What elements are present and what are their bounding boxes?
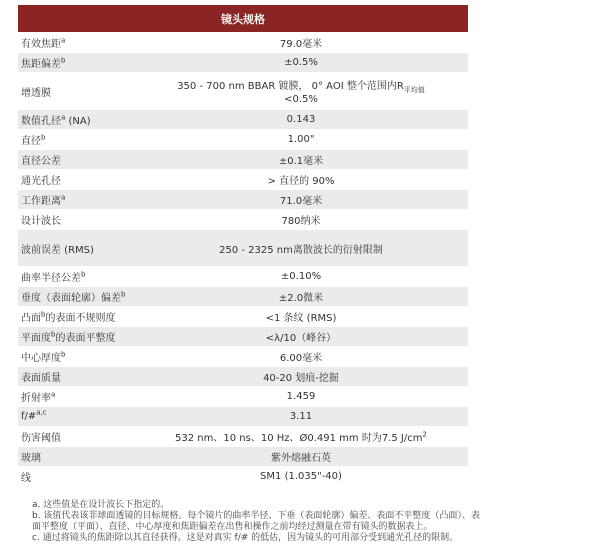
spec-label [18,150,134,170]
spec-value-text: 0.143 [286,114,316,125]
spec-label-text: 直径 [21,136,41,147]
table-title: 镜头规格 [18,5,468,33]
footnotes [32,500,592,544]
footnote-ref: b [121,290,126,299]
spec-label-text: 波前误差 (RMS) [21,244,94,256]
spec-value [134,367,468,387]
spec-label-text: 焦距偏差 [21,59,61,70]
spec-label-text: 线 [21,473,31,484]
table-row [18,170,468,190]
spec-value [134,267,468,287]
spec-label-text: 有效焦距 [21,39,61,50]
spec-label-tail: 的表面不规则度 [45,313,116,324]
footnote-ref: a [51,390,56,399]
table-row [18,327,468,347]
spec-value [134,110,468,130]
table-row [18,110,468,130]
table-row [18,307,468,327]
table-row [18,347,468,367]
spec-value [134,210,468,230]
spec-label-text: 伤害阈值 [21,433,61,444]
spec-value-text: ±0.10% [280,271,322,282]
spec-label-text: 垂度（表面轮廓）偏差 [21,293,121,304]
lens-spec-table [18,5,468,486]
spec-value [134,287,468,307]
table-row [18,190,468,210]
spec-label-text: 折射率 [21,393,51,404]
spec-label-text: 曲率半径公差 [21,273,81,284]
spec-value [134,170,468,190]
spec-value-text: 350 - 700 nm BBAR 镀膜， 0° AOI 整个范围内R [177,81,404,92]
table-row [18,33,468,53]
spec-value-text: SM1 (1.035"-40) [260,471,342,482]
spec-label [18,210,134,230]
spec-label-text: 设计波长 [21,216,61,227]
table-row [18,210,468,230]
footnote-ref: b [41,133,46,142]
spec-value-text: ±2.0微米 [278,293,324,304]
spec-value-text: <λ/10（峰谷） [265,333,337,344]
table-row [18,427,468,447]
spec-label-text: f/# [21,411,37,422]
spec-label [18,190,134,210]
footnote-c: c. 通过将镜头的焦距除以其直径获得。这是对真实 f/# 的低估，因为镜头的可用部分受到通光孔径的限制。 [32,533,459,543]
spec-value [134,73,468,110]
spec-label-text: 玻璃 [21,453,41,464]
spec-value [134,53,468,73]
spec-label-tail: (NA) [65,116,91,127]
spec-value-text: 780纳米 [281,216,321,227]
table-row [18,73,468,110]
table-row [18,467,468,487]
table-row [18,150,468,170]
table-row [18,287,468,307]
spec-value [134,130,468,150]
footnote-ref: b [81,270,86,279]
spec-value-line2: <0.5% [284,94,318,105]
spec-label [18,33,134,53]
spec-value-text: 79.0毫米 [279,39,323,50]
spec-value-text: 71.0毫米 [279,196,323,207]
spec-label [18,347,134,367]
footnote-ref: b [61,56,66,65]
spec-label [18,170,134,190]
footnote-ref: a [61,193,66,202]
spec-value-text: 3.11 [289,411,313,422]
spec-value-text: 1.459 [286,391,316,402]
spec-value-superscript: 2 [422,430,427,439]
spec-value [134,307,468,327]
spec-label-text: 平面度 [21,333,51,344]
footnote-a: a. 这些值是在设计波长下指定的。 [32,500,170,510]
spec-label [18,427,134,447]
spec-value [134,387,468,407]
spec-value-text: ±0.1毫米 [278,156,324,167]
table-row [18,407,468,427]
spec-label [18,110,134,130]
spec-value [134,447,468,467]
spec-label [18,130,134,150]
spec-value-text: 40-20 划痕-挖掘 [263,373,339,384]
footnote-ref: a,c [36,408,47,417]
spec-label-text: 数值孔径 [21,116,61,127]
spec-label-text: 凸面 [21,313,41,324]
spec-value-text: <1 条纹 (RMS) [265,313,337,324]
spec-value-text: 6.00毫米 [279,353,323,364]
spec-label [18,287,134,307]
footnote-ref: b [61,350,66,359]
footnote-ref: a [61,113,66,122]
table-row [18,367,468,387]
spec-label-text: 中心厚度 [21,353,61,364]
spec-value [134,190,468,210]
spec-value-text: 1.00" [287,134,315,145]
footnote-b-cont: 面平整度（平面）、直径、中心厚度和焦距偏差在出售和操作之前均经过测量在带有镜头的数据表上。 [32,522,433,532]
spec-label [18,73,134,110]
table-row [18,230,468,267]
table-row [18,53,468,73]
spec-label-text: 工作距离 [21,196,61,207]
spec-value [134,327,468,347]
spec-label [18,53,134,73]
spec-value-text: 250 - 2325 nm离散波长的衍射限制 [219,244,383,256]
spec-label [18,467,134,487]
spec-label [18,367,134,387]
footnote-ref: b [51,330,56,339]
spec-value [134,467,468,487]
spec-label [18,327,134,347]
spec-label-text: 通光孔径 [21,176,61,187]
table-row [18,267,468,287]
table-row [18,447,468,467]
spec-label-text: 直径公差 [21,156,61,167]
spec-label-tail: 的表面平整度 [55,333,116,344]
footnote-ref: a [61,36,66,45]
table-row [18,387,468,407]
spec-label [18,267,134,287]
spec-value [134,230,468,267]
spec-label-text: 表面质量 [21,373,61,384]
spec-label [18,447,134,467]
spec-value [134,33,468,53]
spec-value-text: 紫外熔融石英 [271,453,331,464]
footnote-b: b. 该值代表该非球面透镜的目标规格。每个镜片的曲率半径、下垂（表面轮廓）偏差、表面不平整度（凸面）、表 [32,511,480,521]
spec-value-text: > 直径的 90% [267,176,335,187]
spec-value [134,150,468,170]
spec-value [134,407,468,427]
spec-value-subscript: 平均值 [403,86,425,94]
spec-label [18,307,134,327]
table-row [18,130,468,150]
footnote-ref: b [41,310,46,319]
spec-value [134,427,468,447]
spec-value-text: ±0.5% [284,57,318,68]
spec-label [18,230,134,267]
spec-table-body [18,33,468,487]
spec-value-text: 532 nm、10 ns、10 Hz、Ø0.491 mm 时为7.5 J/cm [175,433,423,444]
spec-label [18,407,134,427]
spec-label [18,387,134,407]
spec-value [134,347,468,367]
spec-label-text: 增透膜 [21,87,51,99]
